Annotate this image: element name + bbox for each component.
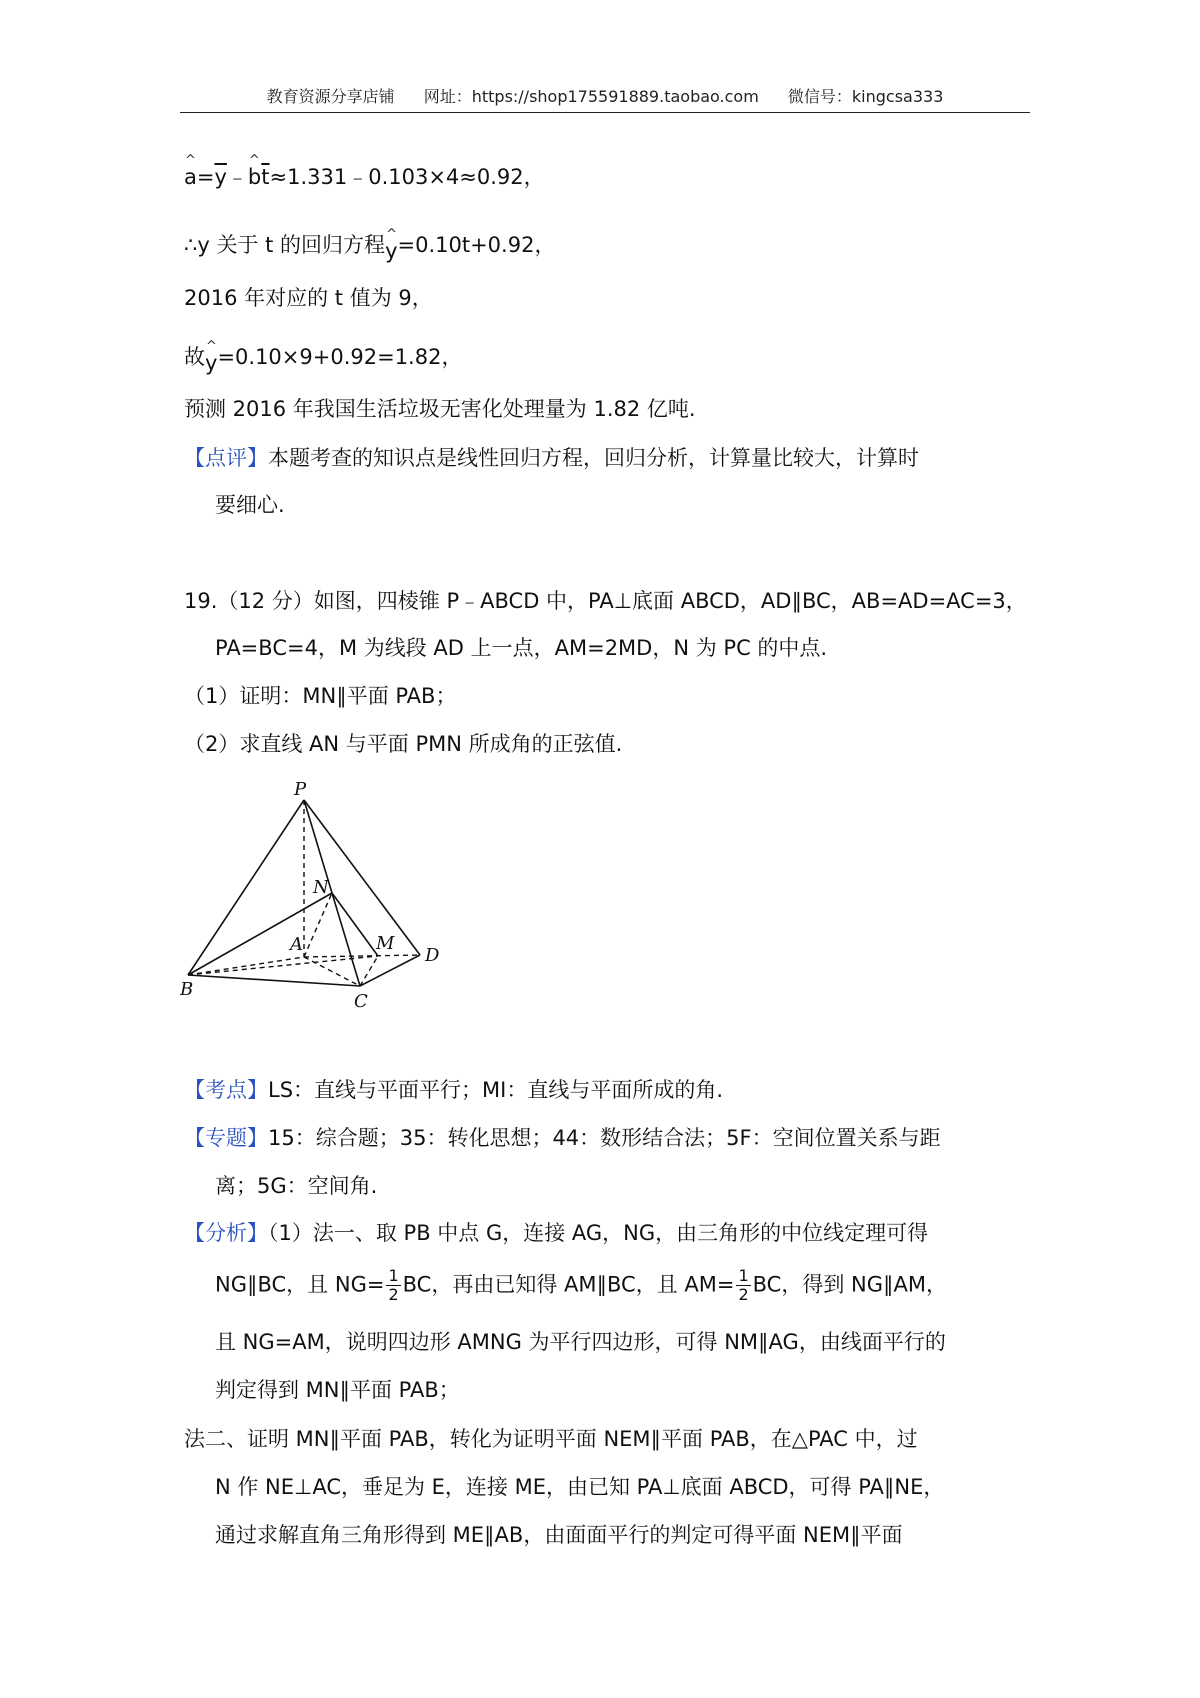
y-hat: ^ y — [385, 236, 397, 266]
edge-BC — [188, 975, 360, 986]
problem-line-2: PA=BC=4，M 为线段 AD 上一点，AM=2MD，N 为 PC 的中点. — [215, 636, 828, 660]
fraction-half: $\frac{1}{2}$ — [388, 1266, 399, 1304]
label-B: B — [180, 979, 194, 1000]
label-M: M — [376, 933, 395, 954]
question-1: （1）证明：MN∥平面 PAB； — [184, 684, 457, 708]
fenxi-line-7: 通过求解直角三角形得到 ME∥AB，由面面平行的判定可得平面 NEM∥平面 — [215, 1523, 903, 1547]
header-divider — [180, 112, 1030, 113]
kaodian-line: 【考点】LS：直线与平面平行；MI：直线与平面所成的角. — [184, 1078, 724, 1102]
question-2: （2）求直线 AN 与平面 PMN 所成角的正弦值. — [184, 732, 623, 756]
fenxi-line-1: 【分析】（1）法一、取 PB 中点 G，连接 AG，NG，由三角形的中位线定理可得 — [184, 1221, 929, 1245]
a-hat: ^ a — [184, 162, 197, 192]
fenxi-line-3: 且 NG=AM，说明四边形 AMNG 为平行四边形，可得 NM∥AG，由线面平行的 — [215, 1330, 946, 1354]
b-hat: ^ b — [248, 162, 261, 192]
zhuanti-tag: 【专题】 — [184, 1126, 268, 1150]
t-value-line: 2016 年对应的 t 值为 9， — [184, 286, 433, 310]
kaodian-tag: 【考点】 — [184, 1078, 268, 1102]
label-P: P — [294, 779, 307, 800]
fenxi-line-2: NG∥BC，且 NG= $\frac{1}{2}$ BC，再由已知得 AM∥BC，且 AM= $\frac{1}{2}$ BC，得到 NG∥AM， — [215, 1266, 947, 1304]
zhuanti-line-2: 离；5G：空间角. — [215, 1174, 378, 1198]
prediction-calc: 故^ y=0.10×9+0.92=1.82， — [184, 342, 462, 372]
fenxi-line-5: 法二、证明 MN∥平面 PAB，转化为证明平面 NEM∥平面 PAB，在△PAC 中，过 — [184, 1427, 918, 1451]
problem-line-1: 19.（12 分）如图，四棱锥 P﹣ABCD 中，PA⊥底面 ABCD，AD∥BC，AB=AD=AC=3， — [184, 589, 1027, 613]
review-line-1: 【点评】本题考查的知识点是线性回归方程，回归分析，计算量比较大，计算时 — [184, 446, 919, 470]
page-header — [180, 84, 1030, 107]
edge-AN — [304, 893, 332, 957]
fraction-half: $\frac{1}{2}$ — [738, 1266, 749, 1304]
edge-AC — [304, 957, 360, 986]
header-shop: 教育资源分享店铺 — [266, 87, 395, 106]
pyramid-figure — [180, 775, 470, 1010]
label-A: A — [290, 934, 303, 955]
edge-NM — [332, 893, 378, 956]
edge-BN — [188, 893, 332, 975]
label-C: C — [354, 991, 368, 1010]
review-tag: 【点评】 — [184, 446, 268, 470]
regression-equation: ∴y 关于 t 的回归方程^ y=0.10t+0.92， — [184, 230, 555, 260]
fenxi-line-4: 判定得到 MN∥平面 PAB； — [215, 1378, 460, 1402]
edge-AD — [304, 955, 420, 957]
review-line-2: 要细心. — [215, 493, 285, 517]
header-wechat: 微信号：kingcsa333 — [787, 87, 944, 106]
equation-intercept: ^ $a=\overline{y}﹣\^{}$ $b\overline{t}\approx 1.331﹣0.103\times 4\approx 0.92$， — [184, 162, 545, 192]
edge-CD — [360, 955, 420, 986]
zhuanti-line-1: 【专题】15：综合题；35：转化思想；44：数形结合法；5F：空间位置关系与距 — [184, 1126, 941, 1150]
fenxi-tag: 【分析】 — [184, 1221, 268, 1245]
fenxi-line-6: N 作 NE⊥AC，垂足为 E，连接 ME，由已知 PA⊥底面 ABCD，可得 PA∥NE， — [215, 1475, 945, 1499]
label-N: N — [313, 877, 329, 898]
prediction-conclusion: 预测 2016 年我国生活垃圾无害化处理量为 1.82 亿吨. — [184, 397, 696, 421]
label-D: D — [425, 945, 440, 966]
y-hat: ^ y — [205, 348, 217, 378]
t-bar: $\overline{t}$ — [261, 165, 270, 189]
edge-PB — [188, 800, 304, 975]
y-bar: $\overline{y}$ — [214, 165, 227, 189]
header-url: 网址：https://shop175591889.taobao.com — [423, 87, 759, 106]
